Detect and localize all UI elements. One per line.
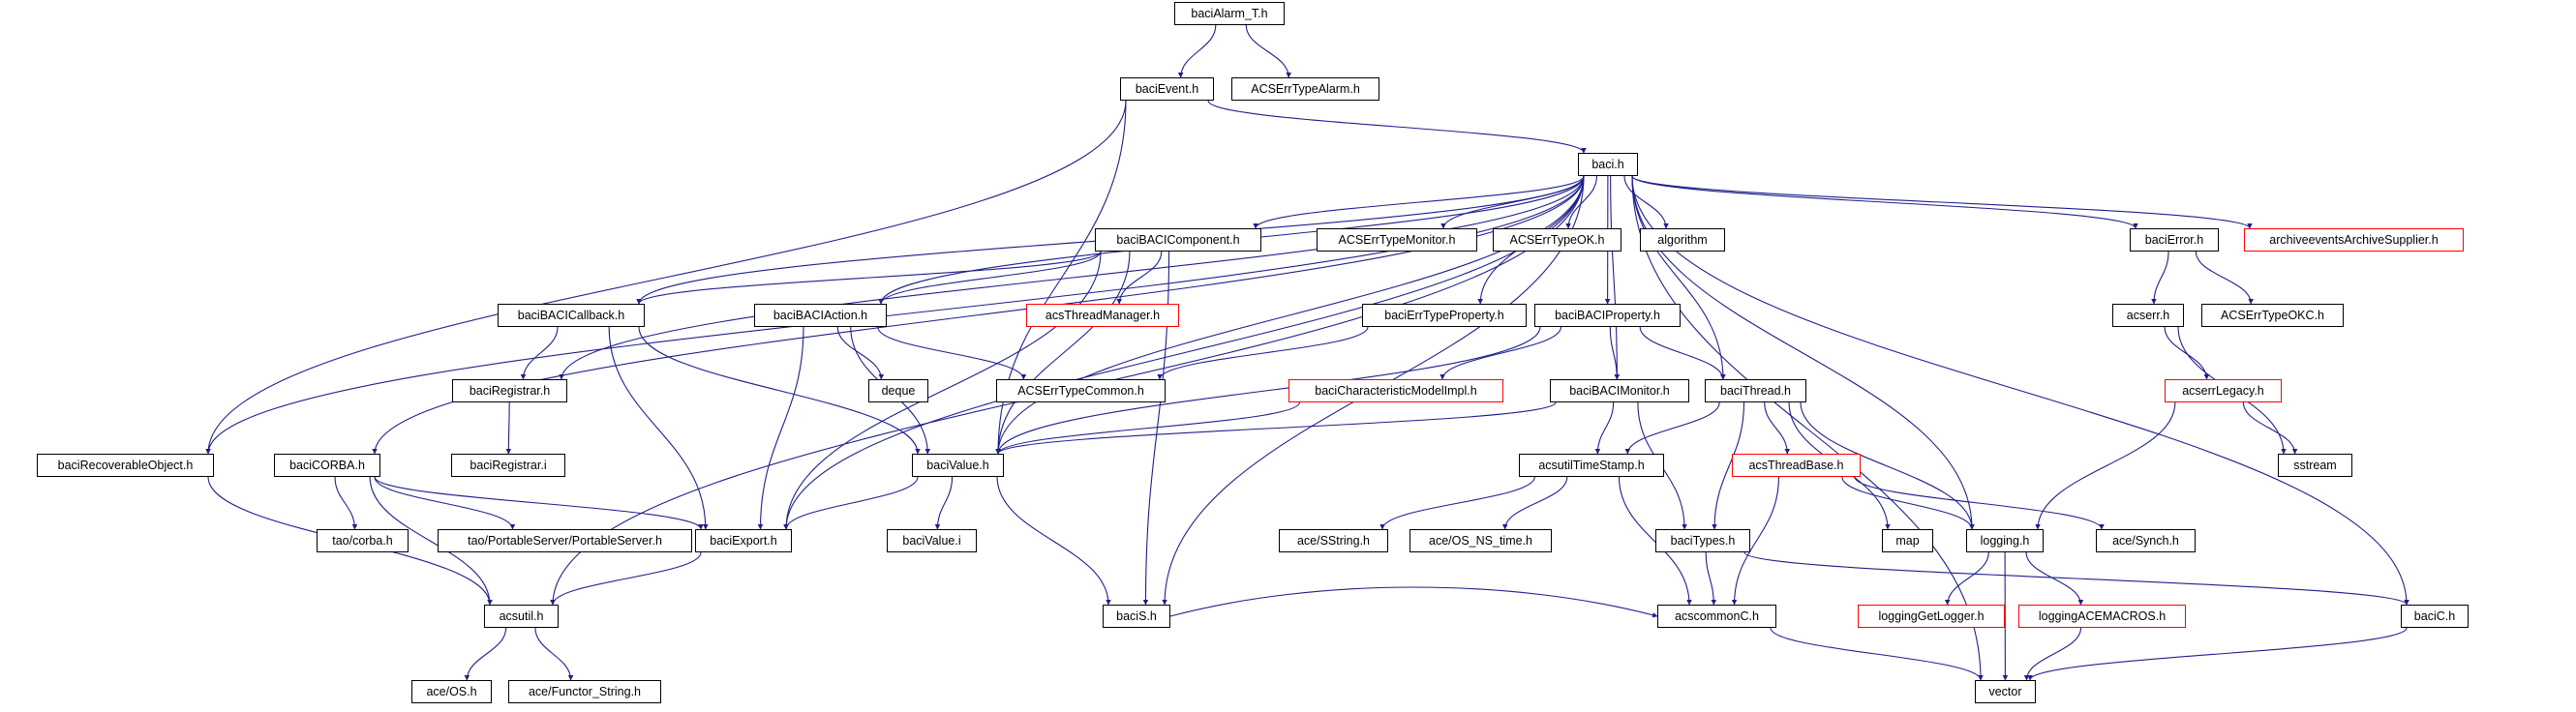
graph-node[interactable] [451,454,565,477]
graph-node[interactable] [498,304,645,327]
graph-edge [467,628,505,680]
graph-edge [998,402,1556,454]
graph-edge [375,477,512,529]
graph-node-label: ACSErrTypeOK.h [1509,232,1605,247]
graph-node[interactable] [912,454,1004,477]
graph-node-label: baciRegistrar.h [469,383,551,398]
graph-node[interactable] [1279,529,1388,552]
graph-edge [523,327,558,379]
graph-node[interactable] [37,454,214,477]
graph-node-label: baciValue.h [926,458,989,472]
graph-node[interactable] [1655,529,1750,552]
graph-node-label: baciCORBA.h [289,458,365,472]
graph-node-label: baciRegistrar.i [470,458,547,472]
graph-node-label: baciBACIComponent.h [1116,232,1240,247]
graph-node[interactable] [2130,228,2219,252]
graph-node[interactable] [1288,379,1503,402]
graph-node-label: loggingACEMACROS.h [2038,608,2167,623]
graph-edge [878,327,1024,379]
graph-node-label: baciCharacteristicModelImpl.h [1315,383,1477,398]
graph-node[interactable] [2244,228,2464,252]
graph-node-label: baciError.h [2144,232,2204,247]
graph-node-label: baciBACICallback.h [517,308,625,322]
graph-node[interactable] [1103,605,1170,628]
graph-edge [1505,477,1567,529]
graph-node-label: ace/OS.h [426,684,477,698]
graph-node[interactable] [1095,228,1261,252]
graph-node-label: ACSErrTypeCommon.h [1017,383,1144,398]
graph-node[interactable] [508,680,661,703]
graph-edge [375,477,701,529]
graph-edge [609,327,706,529]
graph-node-label: acscommonC.h [1675,608,1759,623]
graph-node-label: deque [881,383,916,398]
graph-edge [553,552,701,605]
graph-node[interactable] [1534,304,1681,327]
graph-node-label: acsThreadManager.h [1045,308,1161,322]
graph-node[interactable] [2401,605,2469,628]
graph-node-label: archiveeventsArchiveSupplier.h [2269,232,2439,247]
graph-edge [2243,402,2294,454]
graph-edge [1640,327,1723,379]
graph-edge [1382,477,1534,529]
graph-node[interactable] [1858,605,2005,628]
graph-node[interactable] [1732,454,1861,477]
graph-node-label: vector [1988,684,2022,698]
graph-node[interactable] [484,605,559,628]
graph-node-label: acserrLegacy.h [2182,383,2264,398]
graph-node[interactable] [2112,304,2184,327]
graph-node-label: baciValue.i [902,533,961,548]
graph-node-label: map [1895,533,1920,548]
graph-edge [760,327,803,529]
graph-node[interactable] [1705,379,1806,402]
graph-node[interactable] [1026,304,1179,327]
graph-node[interactable] [695,529,792,552]
graph-node[interactable] [2278,454,2352,477]
graph-edge [535,628,571,680]
graph-edge [2165,327,2206,379]
graph-edge [998,402,1299,454]
graph-node-label: baciRecoverableObject.h [57,458,194,472]
graph-node-label: acserr.h [2126,308,2170,322]
graph-edge [1855,477,2102,529]
graph-edge [1632,176,2136,228]
graph-edge [937,477,952,529]
graph-node-label: baciBACIProperty.h [1555,308,1660,322]
graph-edge [1632,176,2250,228]
graph-edge [1208,101,1584,153]
graph-node-label: baciThread.h [1720,383,1791,398]
graph-node-label: baciAlarm_T.h [1191,6,1268,20]
graph-node[interactable] [1317,228,1477,252]
graph-node[interactable] [1362,304,1527,327]
graph-node-label: ace/Synch.h [2112,533,2179,548]
graph-node[interactable] [868,379,928,402]
graph-node-label: tao/corba.h [332,533,393,548]
graph-edge [1706,552,1713,605]
graph-edge [335,477,354,529]
graph-edge [1842,477,1972,529]
graph-edge [1160,327,1368,379]
graph-node[interactable] [274,454,380,477]
graph-node-label: baciBACIMonitor.h [1569,383,1670,398]
graph-node-label: ace/SString.h [1296,533,1371,548]
graph-edge [1170,587,1657,616]
graph-node-label: baci.h [1591,157,1624,171]
graph-node-label: baciErrTypeProperty.h [1384,308,1504,322]
graph-edge [1181,25,1216,77]
graph-edge [208,101,1126,454]
graph-edge [786,477,918,529]
graph-node[interactable] [438,529,692,552]
graph-node[interactable] [1120,77,1214,101]
graph-node-label: ACSErrTypeAlarm.h [1251,81,1360,96]
graph-edge [837,327,881,379]
graph-edge [1246,25,1288,77]
graph-node-label: baciBACIAction.h [773,308,868,322]
graph-node-label: logging.h [1980,533,2030,548]
graph-node-label: loggingGetLogger.h [1878,608,1985,623]
graph-edge [508,402,509,454]
graph-node[interactable] [887,529,977,552]
graph-edge [1632,176,1723,379]
graph-node[interactable] [1578,153,1638,176]
graph-node-label: ACSErrTypeMonitor.h [1338,232,1456,247]
graph-edge [997,477,1108,605]
graph-edge [2038,402,2175,529]
graph-edge [1744,552,2407,605]
graph-edge [1442,327,1561,379]
graph-node-label: ace/OS_NS_time.h [1429,533,1532,548]
graph-node-label: sstream [2293,458,2337,472]
graph-node-label: acsutilTimeStamp.h [1538,458,1645,472]
graph-node-label: baciEvent.h [1135,81,1199,96]
graph-node[interactable] [996,379,1166,402]
graph-node[interactable] [2018,605,2186,628]
graph-node[interactable] [1409,529,1552,552]
graph-node[interactable] [1174,2,1285,25]
graph-node[interactable] [2096,529,2196,552]
graph-node-label: baciTypes.h [1670,533,1736,548]
graph-node-label: ACSErrTypeOKC.h [2221,308,2324,322]
graph-node-label: baciExport.h [710,533,777,548]
graph-edge [1771,628,1981,680]
graph-edge [2030,628,2407,680]
graph-edge [1597,402,1613,454]
graph-node[interactable] [754,304,887,327]
graph-edge [2027,628,2081,680]
graph-node-label: baciS.h [1116,608,1157,623]
graph-edge [2154,252,2168,304]
graph-node-label: acsThreadBase.h [1748,458,1844,472]
graph-node-label: tao/PortableServer/PortableServer.h [468,533,662,548]
graph-node[interactable] [1231,77,1379,101]
graph-node[interactable] [1882,529,1933,552]
graph-node[interactable] [1550,379,1689,402]
graph-node[interactable] [1657,605,1776,628]
graph-node[interactable] [1493,228,1621,252]
graph-node[interactable] [1966,529,2044,552]
graph-node-label: acsutil.h [499,608,544,623]
graph-node-label: ace/Functor_String.h [528,684,642,698]
graph-node-label: baciC.h [2413,608,2456,623]
graph-edge [1611,176,1618,379]
graph-node[interactable] [2165,379,2282,402]
graph-node[interactable] [317,529,409,552]
graph-node[interactable] [1975,680,2036,703]
graph-node[interactable] [1519,454,1664,477]
graph-node-label: algorithm [1657,232,1708,247]
graph-node[interactable] [452,379,567,402]
graph-edge [1256,176,1584,228]
graph-node[interactable] [1640,228,1725,252]
graph-edge [2196,252,2251,304]
graph-node[interactable] [411,680,492,703]
graph-node[interactable] [2201,304,2344,327]
